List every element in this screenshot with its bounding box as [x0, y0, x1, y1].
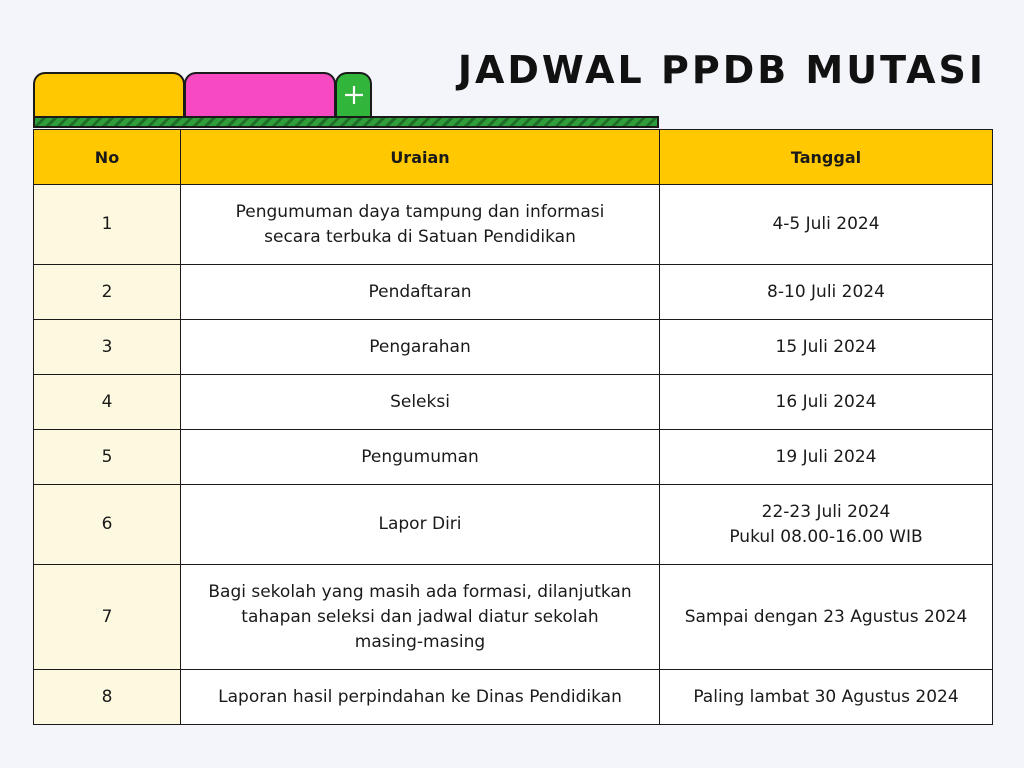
- row-uraian: Pengumuman: [181, 430, 660, 485]
- table-row: [34, 375, 993, 430]
- plus-icon: [343, 84, 365, 106]
- table-row: [34, 565, 993, 670]
- table-row: [34, 265, 993, 320]
- row-no: 6: [34, 485, 181, 565]
- header-tanggal: Tanggal: [660, 130, 993, 185]
- header-no: No: [34, 130, 181, 185]
- table-row: [34, 670, 993, 725]
- table-row: [34, 485, 993, 565]
- row-no: 7: [34, 565, 181, 670]
- row-no: 1: [34, 185, 181, 265]
- row-no: 8: [34, 670, 181, 725]
- table-row: [34, 185, 993, 265]
- row-no: 5: [34, 430, 181, 485]
- header-uraian: Uraian: [181, 130, 660, 185]
- tab-strip-bar: [33, 116, 659, 128]
- row-uraian: Bagi sekolah yang masih ada formasi, dilanjutkan tahapan seleksi dan jadwal diatur sekolah masing-masing: [181, 565, 660, 670]
- tab-yellow: [33, 72, 185, 116]
- browser-tabs-decoration: [33, 72, 659, 128]
- row-tanggal: Sampai dengan 23 Agustus 2024: [660, 565, 993, 670]
- table-row: [34, 320, 993, 375]
- row-no: 3: [34, 320, 181, 375]
- row-uraian: Pendaftaran: [181, 265, 660, 320]
- row-tanggal: 15 Juli 2024: [660, 320, 993, 375]
- table-row: [34, 430, 993, 485]
- row-uraian: Lapor Diri: [181, 485, 660, 565]
- row-tanggal: 22-23 Juli 2024 Pukul 08.00-16.00 WIB: [660, 485, 993, 565]
- row-tanggal: 19 Juli 2024: [660, 430, 993, 485]
- row-no: 2: [34, 265, 181, 320]
- row-no: 4: [34, 375, 181, 430]
- row-tanggal: Paling lambat 30 Agustus 2024: [660, 670, 993, 725]
- row-tanggal: 4-5 Juli 2024: [660, 185, 993, 265]
- row-uraian: Laporan hasil perpindahan ke Dinas Pendidikan: [181, 670, 660, 725]
- schedule-table: [33, 129, 993, 725]
- row-tanggal: 8-10 Juli 2024: [660, 265, 993, 320]
- table-header-row: [34, 130, 993, 185]
- row-uraian: Pengumuman daya tampung dan informasi secara terbuka di Satuan Pendidikan: [181, 185, 660, 265]
- row-tanggal: 16 Juli 2024: [660, 375, 993, 430]
- row-uraian: Pengarahan: [181, 320, 660, 375]
- page-title: JADWAL PPDB MUTASI: [457, 48, 986, 92]
- add-tab-button: [335, 72, 372, 116]
- tab-pink: [184, 72, 336, 116]
- row-uraian: Seleksi: [181, 375, 660, 430]
